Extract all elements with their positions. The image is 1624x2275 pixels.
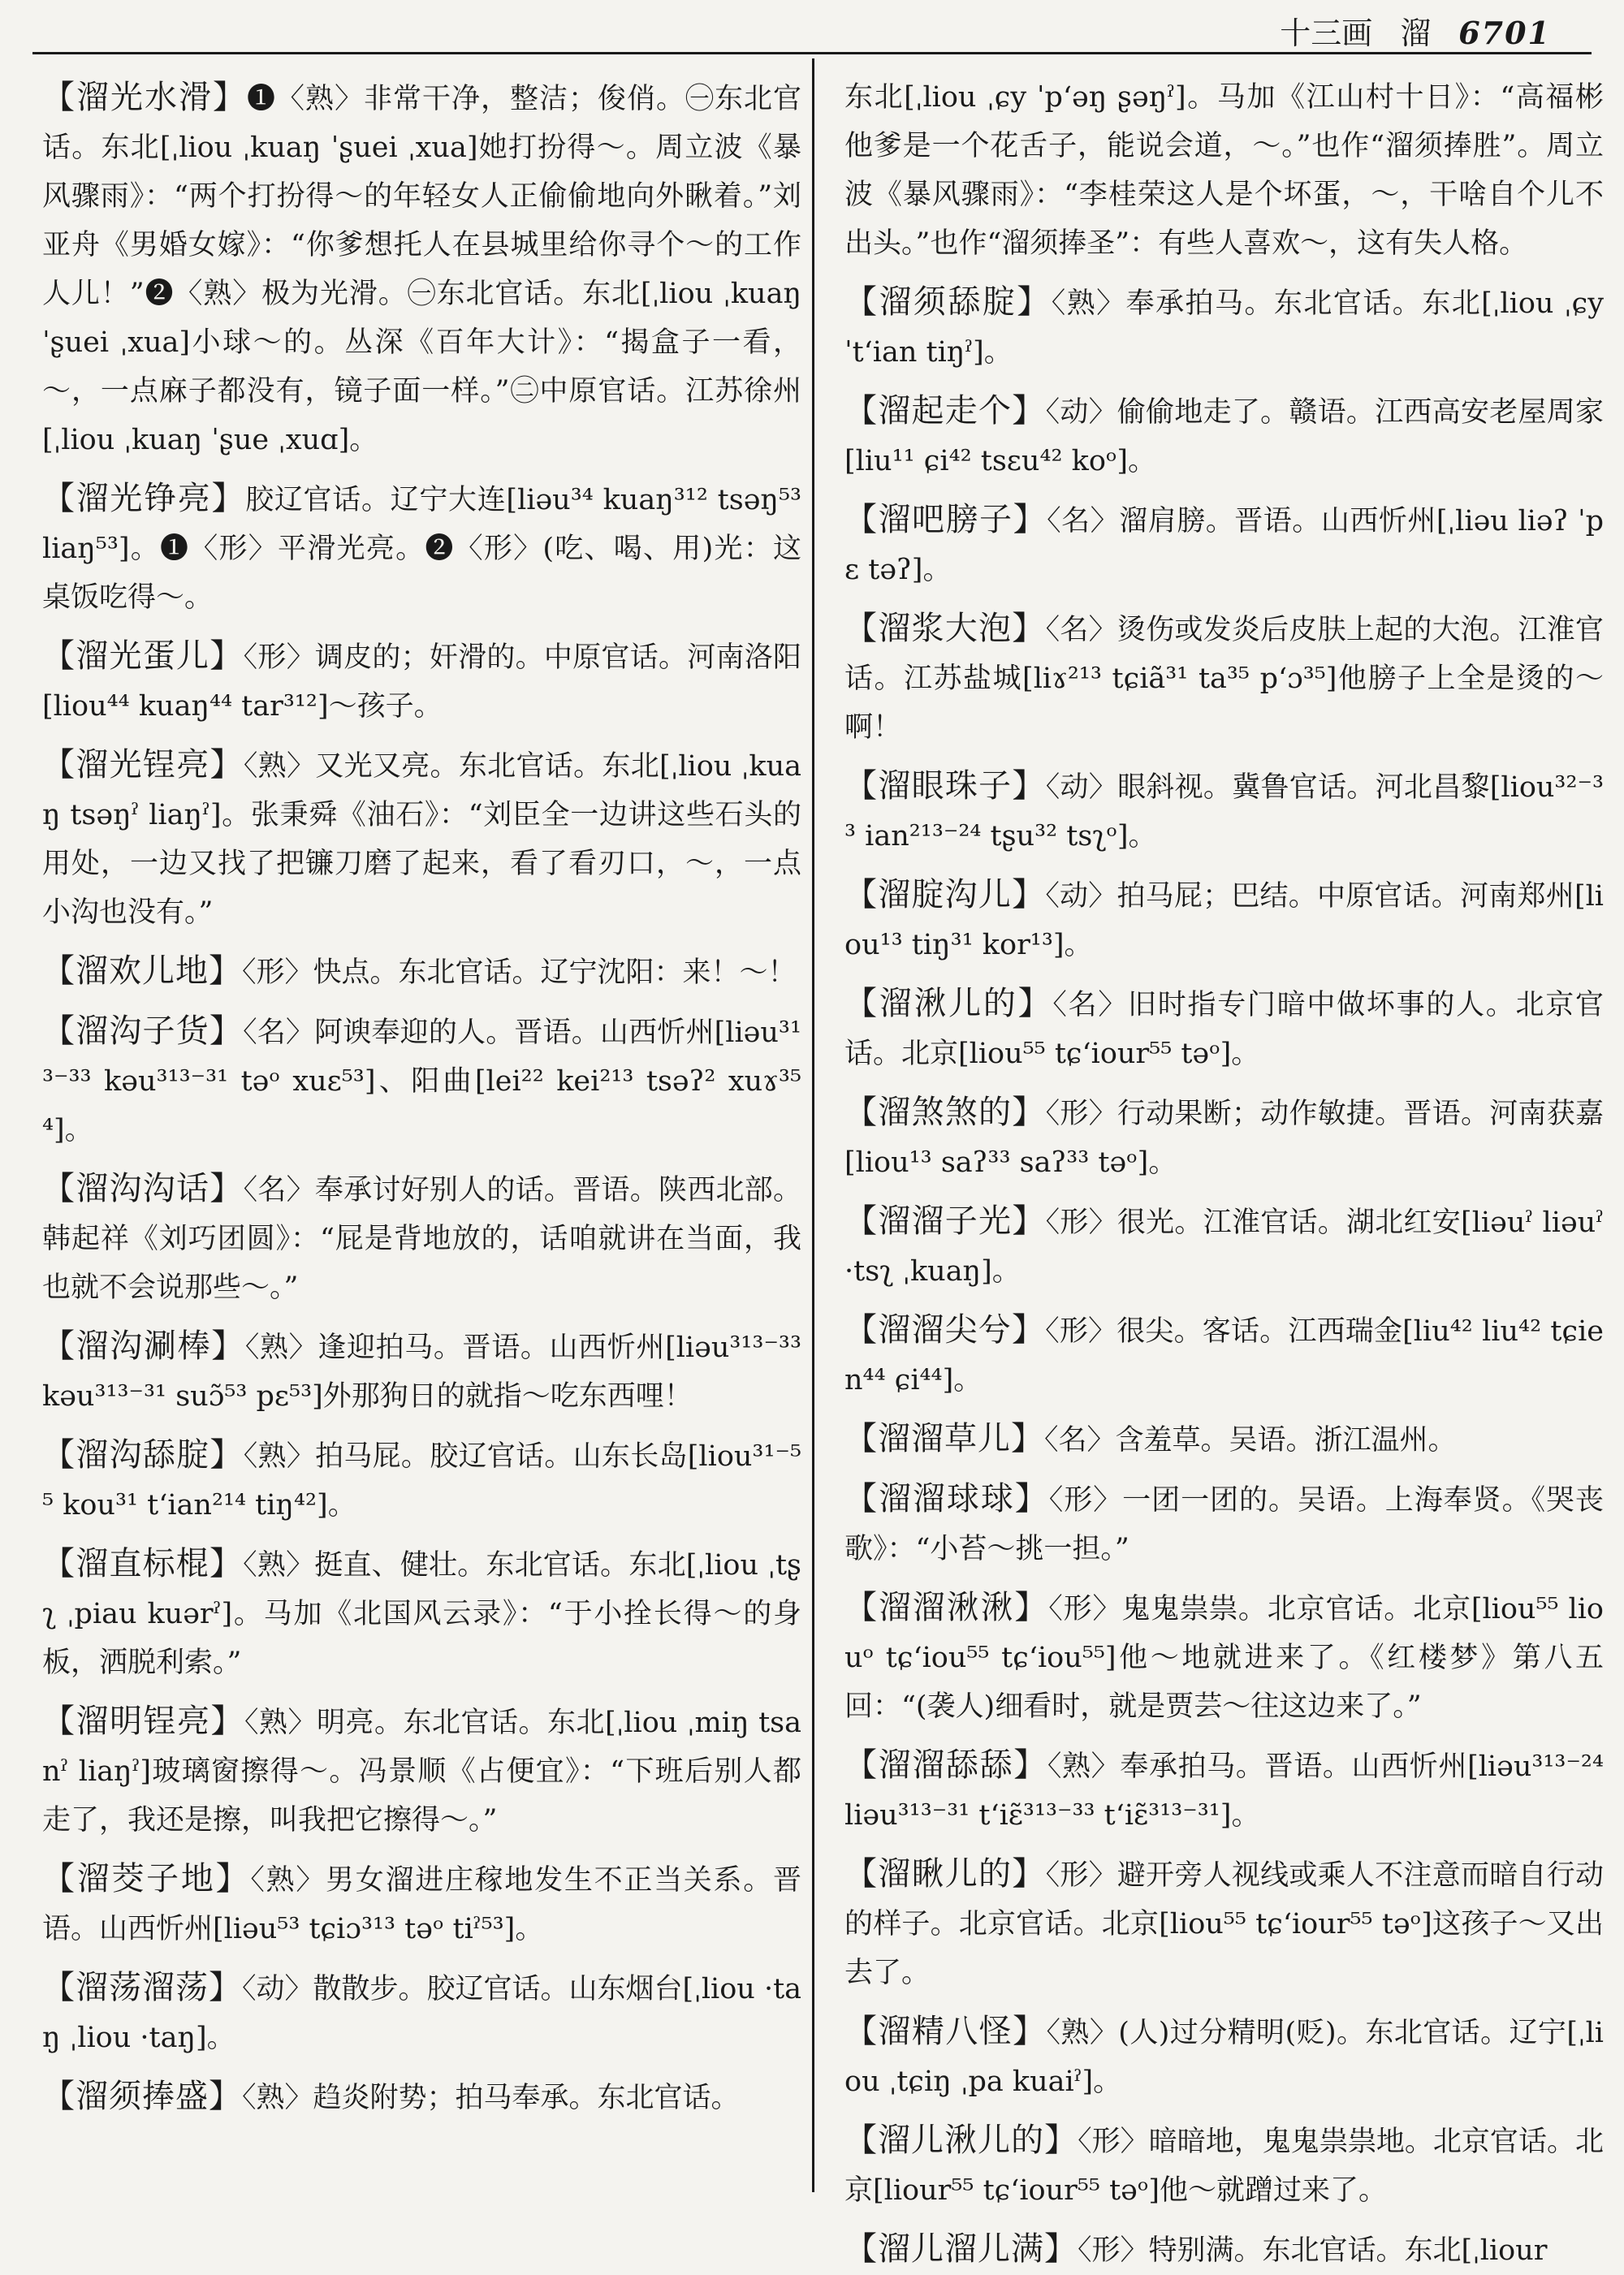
entry-headword: 【溜沟舔腚】	[42, 1436, 244, 1474]
entry-headword: 【溜须捧盛】	[42, 2078, 242, 2115]
entry-headword: 【溜荡溜荡】	[42, 1969, 243, 2006]
dictionary-entry	[42, 632, 801, 731]
entry-headword: 【溜溜球球】	[844, 1480, 1049, 1517]
dictionary-entry	[42, 474, 801, 622]
entry-definition: 〈形〉一团一团的。吴语。上海奉贤。《哭丧歌》：“小苔～挑一担。”	[844, 1484, 1604, 1565]
entry-headword: 【溜直标棍】	[42, 1545, 244, 1582]
entry-definition: 〈形〉快点。东北官话。辽宁沈阳：来！～！	[242, 956, 797, 989]
dictionary-entry	[844, 870, 1604, 969]
entry-definition: 〈形〉鬼鬼祟祟。北京官话。北京[liou⁵⁵ liouᵒ tɕʻiou⁵⁵ tɕʻiou⁵⁵]他～地就进来了。《红楼梦》第八五回：“(袭人)细看时，就是贾芸～往这边来了。”	[844, 1593, 1604, 1723]
entry-definition: 〈名〉阿谀奉迎的人。晋语。山西忻州[liəu³¹³⁻³³ kəu³¹³⁻³¹ təᵒ xuɛ⁵³]、阳曲[lei²² kei²¹³ tsəʔ² xuɤ³⁵⁴]。	[42, 1017, 801, 1146]
entry-headword: 【溜茭子地】	[42, 1860, 251, 1897]
dictionary-entry	[844, 1850, 1604, 1997]
entry-headword: 【溜明锃亮】	[42, 1703, 245, 1740]
entry-headword: 【溜吧膀子】	[844, 501, 1047, 538]
entry-definition: 〈动〉眼斜视。冀鲁官话。河北昌黎[liou³²⁻³³ ian²¹³⁻²⁴ tʂu³² tsʅᵒ]。	[844, 771, 1604, 853]
entry-definition: 〈名〉奉承讨好别人的话。晋语。陕西北部。韩起祥《刘巧团圆》：“屁是背地放的，话咱就讲在当面，我也就不会说那些～。”	[42, 1174, 801, 1304]
dictionary-entry	[42, 1963, 801, 2062]
entry-definition: 〈形〉调皮的；奸滑的。中原官话。河南洛阳[liou⁴⁴ kuaŋ⁴⁴ tar³¹²]～孩子。	[42, 641, 801, 723]
head-character: 溜	[1400, 15, 1432, 51]
entry-definition: 〈动〉偷偷地走了。赣语。江西高安老屋周家[liu¹¹ ɕi⁴² tsɛu⁴² koᵒ]。	[844, 396, 1604, 477]
entry-headword: 【溜浆大泡】	[844, 610, 1046, 647]
entry-headword: 【溜溜子光】	[844, 1202, 1046, 1240]
dictionary-entry	[844, 278, 1604, 377]
entry-definition: 胶辽官话。辽宁大连[liəu³⁴ kuaŋ³¹² tsəŋ⁵³ liaŋ⁵³]。❶〈形〉平滑光亮。❷〈形〉(吃、喝、用)光：这桌饭吃得～。	[42, 484, 802, 614]
entry-definition: 〈名〉含羞草。吴语。浙江温州。	[1044, 1424, 1457, 1457]
entry-definition: 〈熟〉趋炎附势；拍马奉承。东北官话。	[242, 2082, 740, 2114]
entry-headword: 【溜溜尖兮】	[844, 1311, 1046, 1349]
entry-headword: 【溜腚沟儿】	[844, 876, 1046, 913]
left-column	[42, 73, 801, 2176]
entry-headword: 【溜溜草儿】	[844, 1420, 1044, 1457]
entry-definition: 〈形〉避开旁人视线或乘人不注意而暗自行动的样子。北京官话。北京[liou⁵⁵ tɕʻiour⁵⁵ təᵒ]这孩子～又出去了。	[844, 1859, 1604, 1989]
page-number: 6701	[1458, 15, 1551, 51]
entry-headword: 【溜光蛋儿】	[42, 637, 244, 675]
entry-headword: 【溜眼珠子】	[844, 767, 1046, 805]
dictionary-entry	[42, 1697, 801, 1845]
dictionary-entry	[42, 1322, 801, 1421]
entry-headword: 【溜瞅儿的】	[844, 1855, 1046, 1893]
entry-headword: 【溜溜舔舔】	[844, 1746, 1047, 1784]
entry-definition: 〈形〉行动果断；动作敏捷。晋语。河南获嘉[liou¹³ saʔ³³ saʔ³³ təᵒ]。	[844, 1098, 1604, 1179]
entry-headword: 【溜光锃亮】	[42, 746, 244, 784]
dictionary-entry	[844, 604, 1604, 752]
dictionary-entry	[42, 2072, 801, 2122]
dictionary-entry	[844, 762, 1604, 861]
dictionary-entry	[844, 495, 1604, 594]
entry-definition: 〈熟〉男女溜进庄稼地发生不正当关系。晋语。山西忻州[liəu⁵³ tɕiɔ³¹³ təᵒ tiˀ⁵³]。	[42, 1864, 801, 1945]
section-label: 十三画	[1280, 15, 1373, 51]
dictionary-entry	[42, 1007, 801, 1155]
entry-headword: 【溜精八怪】	[844, 2013, 1047, 2050]
dictionary-entry	[42, 947, 801, 997]
dictionary-entry	[844, 1474, 1604, 1574]
entry-headword: 【溜煞煞的】	[844, 1094, 1046, 1131]
entry-definition: 〈熟〉奉承拍马。晋语。山西忻州[liəu³¹³⁻²⁴ liəu³¹³⁻³¹ tʻiɛ̃³¹³⁻³³ tʻiɛ̃³¹³⁻³¹]。	[844, 1750, 1604, 1832]
entry-headword: 【溜欢儿地】	[42, 952, 242, 990]
entry-definition: 〈名〉烫伤或发炎后皮肤上起的大泡。江淮官话。江苏盐城[liɤ²¹³ tɕiã³¹ ta³⁵ pʻɔ³⁵]他膀子上全是烫的～啊！	[844, 614, 1604, 744]
dictionary-entry	[844, 1306, 1604, 1405]
header-rule	[32, 52, 1592, 54]
entry-definition: 〈熟〉挺直、健壮。东北官话。东北[ˌliou ˌtʂʅ ˌpiau kuərˀ]。马加《北国风云录》：“于小拴长得～的身板，洒脱利索。”	[42, 1549, 802, 1679]
entry-definition: 〈熟〉奉承拍马。东北官话。东北[ˌliou ˌɕy ˈtʻian tiŋˀ]。	[844, 287, 1605, 369]
entry-definition: ❶〈熟〉非常干净，整洁；俊俏。㊀东北官话。东北[ˌliou ˌkuaŋ ˈʂuei ˌxua]她打扮得～。周立波《暴风骤雨》：“两个打扮得～的年轻女人正偷偷地向外瞅着。”刘亚舟《男婚女嫁》：“你爹想托人在县城里给你寻个～的工作人儿！”❷〈熟〉极为光滑。㊀东北官话。东北[ˌliou ˌkuaŋ ˈʂuei ˌxua]小球～的。丛深《百年大计》：“揭盒子一看，～，一点麻子都没有，镜子面一样。”㊁中原官话。江苏徐州[ˌliou ˌkuaŋ ˈʂue ˌxuɑ]。	[42, 83, 801, 456]
entry-headword: 【溜湫儿的】	[844, 985, 1053, 1022]
column-divider	[812, 58, 814, 2192]
entry-headword: 【溜起走个】	[844, 392, 1046, 430]
dictionary-entry	[844, 2007, 1604, 2106]
entry-headword: 【溜沟沟话】	[42, 1170, 244, 1207]
running-head	[1280, 8, 1551, 53]
right-column	[844, 73, 1605, 2268]
entry-definition: 〈动〉散散步。胶辽官话。山东烟台[ˌliou ·taŋ ˌliou ·taŋ]。	[42, 1973, 802, 2054]
dictionary-entry	[42, 740, 801, 937]
dictionary-entry	[844, 73, 1604, 268]
entry-definition: 东北[ˌliou ˌɕy ˈpʻəŋ ʂəŋˀ]。马加《江山村十日》：“高福彬他爹是一个花舌子，能说会道，～。”也作“溜须捧胜”。周立波《暴风骤雨》：“李桂荣这人是个坏蛋，～，干啥自个儿不出头。”也作“溜须捧圣”：有些人喜欢～，这有失人格。	[844, 81, 1604, 260]
entry-definition: 〈形〉很尖。客话。江西瑞金[liu⁴² liu⁴² tɕien⁴⁴ ɕi⁴⁴]。	[844, 1315, 1604, 1397]
dictionary-entry	[42, 1164, 801, 1312]
entry-headword: 【溜沟子货】	[42, 1012, 244, 1050]
entry-definition: 〈名〉溜肩膀。晋语。山西忻州[ˌliəu liəʔ ˈpɛ təʔ]。	[844, 505, 1605, 586]
dictionary-entry	[844, 1583, 1604, 1731]
entry-headword: 【溜儿溜儿满】	[844, 2230, 1078, 2268]
entry-definition: 〈形〉很光。江淮官话。湖北红安[liəuˀ liəuˀ ·tsʅ ˌkuaŋ]。	[844, 1207, 1605, 1288]
entry-definition: 〈形〉暗暗地，鬼鬼祟祟地。北京官话。北京[liour⁵⁵ tɕʻiour⁵⁵ təᵒ]他～就蹭过来了。	[844, 2126, 1604, 2207]
dictionary-entry	[844, 1197, 1604, 1296]
entry-headword: 【溜光铮亮】	[42, 480, 246, 517]
dictionary-entry	[42, 1854, 801, 1953]
entry-definition: 〈熟〉拍马屁。胶辽官话。山东长岛[liou³¹⁻⁵⁵ kou³¹ tʻian²¹⁴ tiŋ⁴²]。	[42, 1440, 801, 1522]
dictionary-entry	[844, 1741, 1604, 1840]
entry-definition: 〈熟〉逢迎拍马。晋语。山西忻州[liəu³¹³⁻³³ kəu³¹³⁻³¹ suɔ̃⁵³ pɛ⁵³]外那狗日的就指～吃东西哩！	[42, 1332, 801, 1413]
entry-headword: 【溜沟涮棒】	[42, 1327, 245, 1365]
dictionary-entry	[42, 73, 801, 464]
dictionary-entry	[42, 1431, 801, 1530]
page-header	[0, 0, 1624, 55]
dictionary-entry	[844, 386, 1604, 486]
dictionary-entry	[844, 979, 1604, 1078]
entry-definition: 〈动〉拍马屁；巴结。中原官话。河南郑州[liou¹³ tiŋ³¹ kor¹³]。	[844, 880, 1605, 961]
entry-definition: 〈熟〉又光又亮。东北官话。东北[ˌliou ˌkuaŋ tsəŋˀ liaŋˀ]。张秉舜《油石》：“刘臣全一边讲这些石头的用处，一边又找了把镰刀磨了起来，看了看刃口，～，一点小沟也没有。”	[42, 750, 801, 929]
entry-definition: 〈熟〉明亮。东北官话。东北[ˌliou ˌmiŋ tsanˀ liaŋˀ]玻璃窗擦得～。冯景顺《占便宜》：“下班后别人都走了，我还是擦，叫我把它擦得～。”	[42, 1707, 802, 1837]
dictionary-entry	[42, 1539, 801, 1687]
entry-headword: 【溜溜湫湫】	[844, 1589, 1049, 1626]
dictionary-entry	[844, 1414, 1604, 1465]
entry-definition: 〈名〉旧时指专门暗中做坏事的人。北京官话。北京[liou⁵⁵ tɕʻiour⁵⁵ təᵒ]。	[844, 989, 1604, 1070]
entry-headword: 【溜须舔腚】	[844, 283, 1052, 321]
dictionary-entry	[844, 2116, 1604, 2215]
entry-definition: 〈熟〉(人)过分精明(贬)。东北官话。辽宁[ˌliou ˌtɕiŋ ˌpa kuaiˀ]。	[844, 2017, 1604, 2098]
entry-headword: 【溜光水滑】	[42, 79, 247, 116]
entry-definition: 〈形〉特别满。东北官话。东北[ˌliour	[1078, 2234, 1548, 2267]
dictionary-entry	[844, 2225, 1604, 2275]
entry-headword: 【溜儿湫儿的】	[844, 2122, 1078, 2159]
dictionary-entry	[844, 1088, 1604, 1187]
